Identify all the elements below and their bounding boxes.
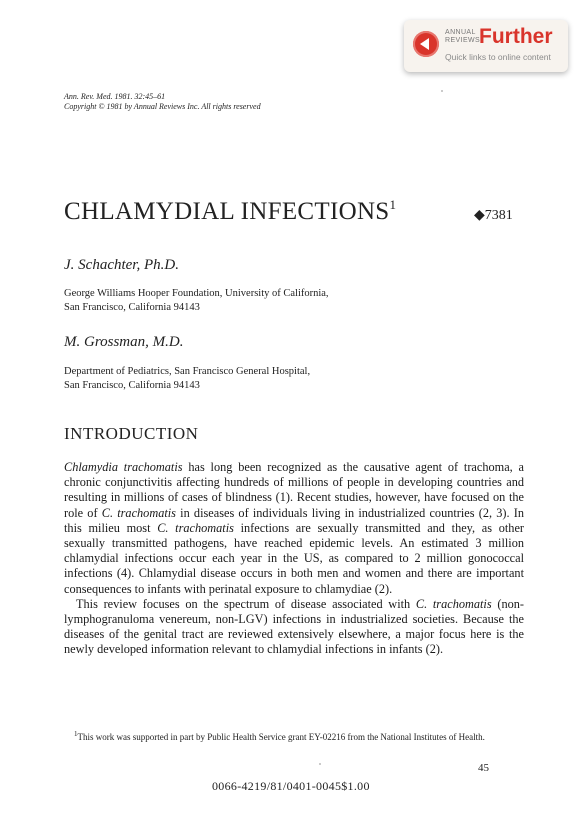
annual-reviews-logo-text: ANNUAL REVIEWS	[445, 29, 481, 44]
further-badge[interactable]	[404, 20, 568, 72]
paragraph: Chlamydia trachomatis has long been recognized as the causative agent of trachoma, a chronic conjunctivitis affecting hundreds of millions of people in developing countries and resulting in millions of cases of blindness (1). Recent studies, however, have focused on the role of C. trachomatis in diseases of individuals living in industrialized countries (2, 3). In this milieu most C. trachomatis infections are sexually transmitted and they, as other sexually transmitted pathogens, have reached epidemic levels. An estimated 3 million chlamydial infections occur each year in the US, as compared to 2 million gonococcal infections (4). Chlamydial disease occurs in both men and women and there are important consequences to infants with perinatal exposure to chlamydiae (2).	[64, 460, 525, 596]
paragraph: This review focuses on the spectrum of disease associated with C. trachomatis (non-lymphogranuloma venereum, non-LGV) infections in industrialized societies. Because the diseases of the genital tract are reviewed extensively elsewhere, a major focus here is the newly developed information relevant to chlamydial infections in infants (2).	[64, 596, 524, 657]
speck	[319, 763, 321, 765]
author-affiliation: Department of Pediatrics, San Francisco General Hospital, San Francisco, California 94143	[64, 366, 311, 391]
article-title: CHLAMYDIAL INFECTIONS$^1$	[64, 197, 397, 225]
author-name: J. Schachter, Ph.D.	[64, 257, 179, 273]
author-affiliation: George Williams Hooper Foundation, University of California, San Francisco, California 94143	[64, 288, 329, 313]
further-subtitle: Quick links to online content	[445, 52, 551, 62]
page-number: 45	[478, 762, 489, 774]
title-footnote-mark: 1	[389, 197, 397, 212]
body-text	[64, 460, 524, 658]
journal-citation: Ann. Rev. Med. 1981. 32:45–61 Copyright © 1981 by Annual Reviews Inc. All rights reserved	[64, 92, 261, 111]
footnote: $^1$This work was supported in part by Public Health Service grant EY-02216 from the National Institutes of Health.	[74, 730, 485, 742]
author-name: M. Grossman, M.D.	[64, 334, 184, 350]
speck	[441, 90, 443, 92]
section-heading: INTRODUCTION	[64, 424, 199, 443]
article-code: ◆7381	[474, 208, 513, 223]
back-arrow-icon	[413, 31, 439, 57]
further-label: Further	[479, 25, 553, 48]
publication-code: 0066-4219/81/0401-0045$1.00	[212, 779, 370, 793]
